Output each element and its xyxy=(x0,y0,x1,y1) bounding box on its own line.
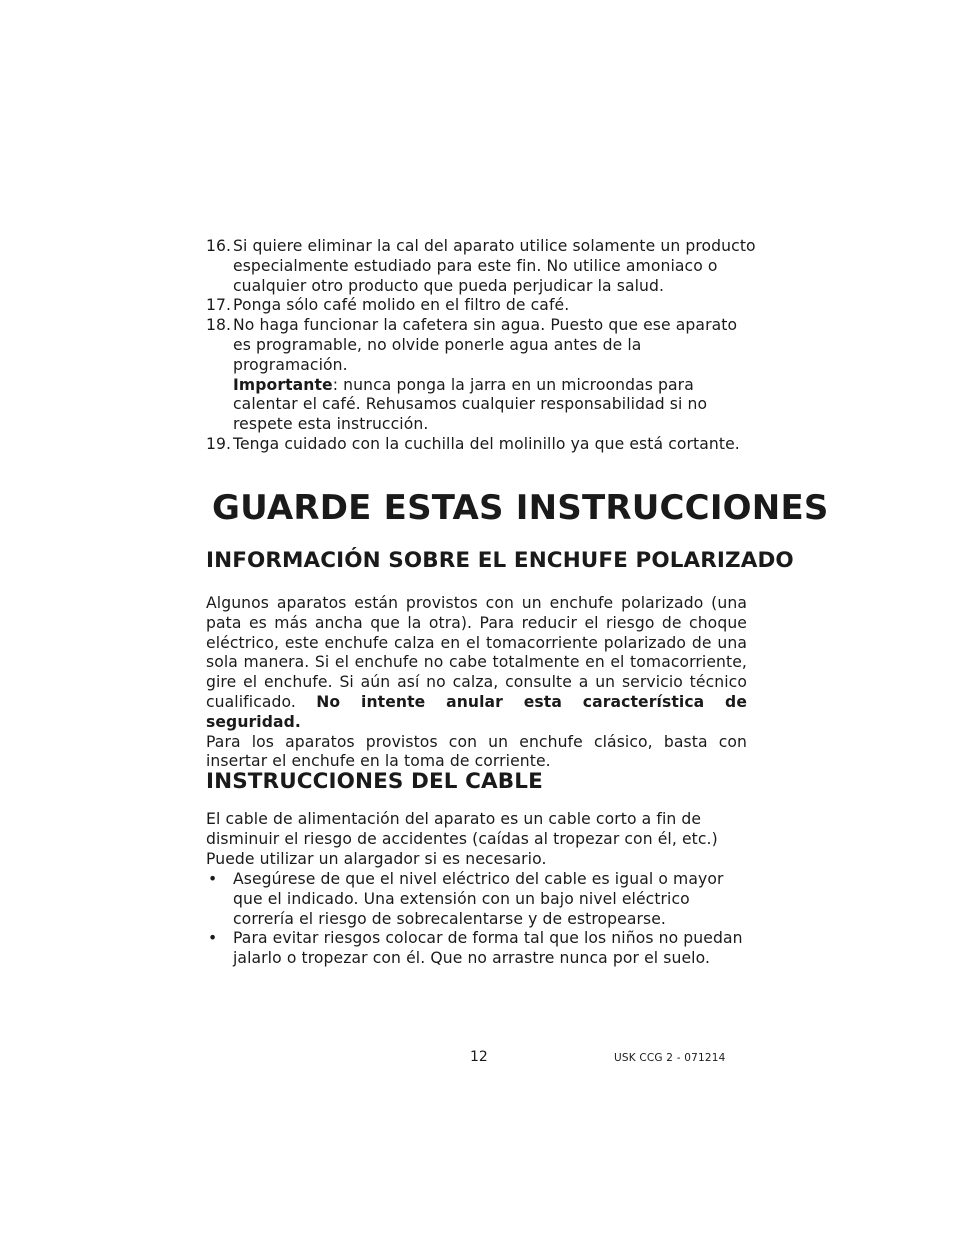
item-number: 17. xyxy=(206,296,232,315)
bullet-icon: • xyxy=(208,929,218,948)
item-text: Si quiere eliminar la cal del aparato utilice solamente un producto especialmente estudiado para este fin. No utilice amoniaco o cualquier otro producto que pueda perjudicar la salud. xyxy=(233,237,756,295)
list-item xyxy=(206,296,756,316)
cable-instructions-heading: INSTRUCCIONES DEL CABLE xyxy=(206,769,543,794)
important-label: Importante xyxy=(233,375,333,394)
document-code: USK CCG 2 - 071214 xyxy=(614,1052,726,1064)
main-title: GUARDE ESTAS INSTRUCCIONES xyxy=(212,488,829,528)
item-number: 19. xyxy=(206,434,232,453)
safety-instructions-list xyxy=(206,237,756,455)
plug-text: Algunos aparatos están provistos con un enchufe polarizado (una pata es más ancha que la otra). Para reducir el riesgo de choque eléctrico, este enchufe calza en el tomacorriente polarizado de una sola manera. Si el enchufe no cabe totalmente en el tomacorriente, gire el enchufe. Si aún así no calza, consulte a un servicio técnico cualificado. xyxy=(206,594,747,711)
polarized-plug-paragraph xyxy=(206,594,747,772)
polarized-plug-heading: INFORMACIÓN SOBRE EL ENCHUFE POLARIZADO xyxy=(206,548,794,573)
plug-text-classic: Para los aparatos provistos con un enchufe clásico, basta con insertar el enchufe en la toma de corriente. xyxy=(206,732,747,771)
item-text: No haga funcionar la cafetera sin agua. Puesto que ese aparato es programable, no olvide ponerle agua antes de la programación. xyxy=(233,316,738,374)
item-number: 16. xyxy=(206,237,232,255)
cable-bullet-list xyxy=(206,870,746,969)
bullet-text: Asegúrese de que el nivel eléctrico del cable es igual o mayor que el indicado. Una extensión con un bajo nivel eléctrico correría el riesgo de sobrecalentarse y de estropearse. xyxy=(233,870,724,928)
page-number: 12 xyxy=(470,1049,488,1065)
item-number: 18. xyxy=(206,316,232,335)
important-text: : nunca ponga la jarra en un microondas para calentar el café. Rehusamos cualquier responsabilidad si no respete esta instrucción. xyxy=(233,375,708,434)
list-item xyxy=(206,435,756,455)
cable-intro-paragraph: El cable de alimentación del aparato es un cable corto a fin de disminuir el riesgo de accidentes (caídas al tropezar con él, etc.) Puede utilizar un alargador si es necesario. xyxy=(206,810,718,868)
list-item xyxy=(206,870,746,929)
list-item xyxy=(206,316,756,435)
item-text: Tenga cuidado con la cuchilla del molinillo ya que está cortante. xyxy=(233,434,740,453)
list-item xyxy=(206,237,756,296)
plug-warning-bold: No intente anular esta característica de seguridad. xyxy=(206,692,747,731)
bullet-text: Para evitar riesgos colocar de forma tal que los niños no puedan jalarlo o tropezar con él. Que no arrastre nunca por el suelo. xyxy=(233,929,743,968)
list-item xyxy=(206,929,746,969)
bullet-icon: • xyxy=(208,870,218,888)
item-text: Ponga sólo café molido en el filtro de café. xyxy=(233,296,570,315)
